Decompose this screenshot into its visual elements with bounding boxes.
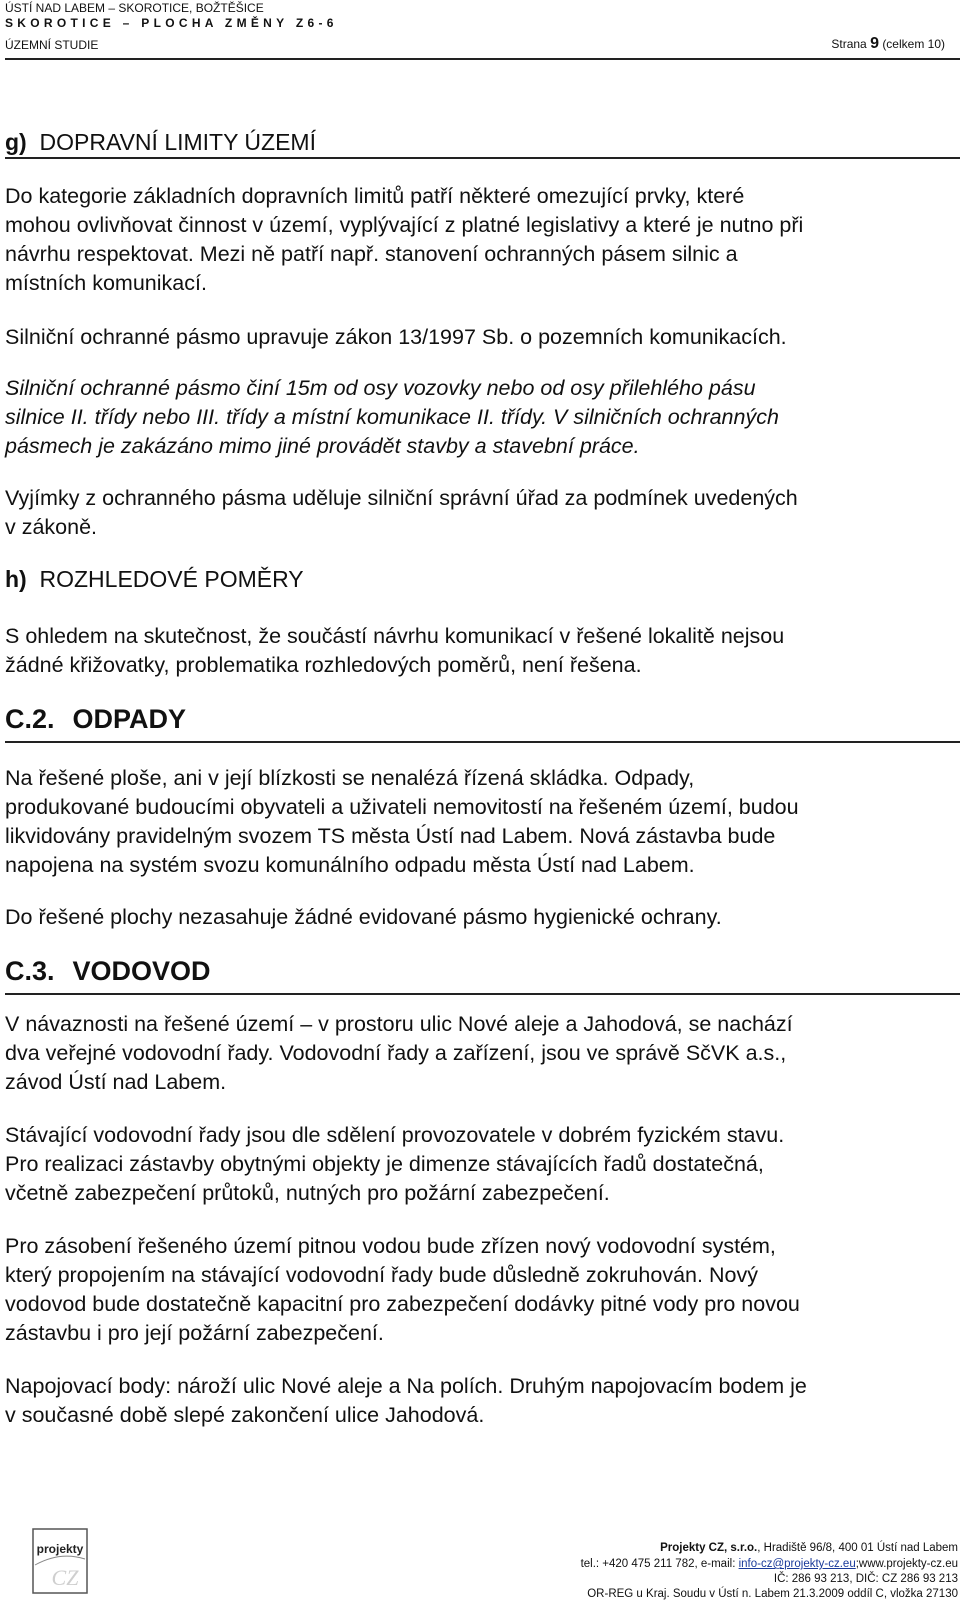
section-c2-p2	[5, 903, 722, 932]
header-rule	[5, 58, 960, 60]
text-line: Stávající vodovodní řady jsou dle sdělení provozovatele v dobrém fyzickém stavu.	[5, 1123, 785, 1147]
text-line: místních komunikací.	[5, 271, 207, 295]
text-line: V návaznosti na řešené území – v prostoru ulic Nové aleje a Jahodová, se nachází	[5, 1012, 793, 1036]
text-line: zástavbu i pro její požární zabezpečení.	[5, 1321, 384, 1345]
text-line: Pro realizaci zástavby obytnými objekty je dimenze stávajících řadů dostatečná,	[5, 1152, 764, 1176]
text-line: likvidovány pravidelným svozem TS města Ústí nad Labem. Nová zástavba bude	[5, 824, 776, 848]
footer-email-link[interactable]: info-cz@projekty-cz.eu	[738, 1558, 856, 1570]
text-line: v zákoně.	[5, 515, 98, 539]
logo-text-bottom: CZ	[51, 1565, 79, 1590]
header-document-type: ÚZEMNÍ STUDIE	[5, 38, 99, 52]
text-line: silnice II. třídy nebo III. třídy a místní komunikace II. třídy. V silničních ochranných	[5, 405, 779, 429]
text-line: pásmech je zakázáno mimo jiné provádět stavby a stavební práce.	[5, 434, 640, 458]
page-number: 9	[870, 35, 879, 52]
text-line: který propojením na stávající vodovodní řady bude důsledně zokruhován. Nový	[5, 1263, 758, 1287]
section-c3-rule	[5, 993, 960, 995]
footer-address: , Hradiště 96/8, 400 01 Ústí nad Labem	[757, 1542, 958, 1554]
text-line: Do kategorie základních dopravních limitů patří některé omezující prvky, které	[5, 184, 745, 208]
section-g-title: DOPRAVNÍ LIMITY ÚZEMÍ	[39, 129, 316, 155]
header-project-name: ÚSTÍ NAD LABEM – SKOROTICE, BOŽTĚŠICE	[5, 1, 264, 15]
footer-company: Projekty CZ, s.r.o.	[660, 1542, 758, 1554]
company-logo-icon	[32, 1525, 88, 1595]
header-subproject: SKOROTICE – PLOCHA ZMĚNY Z6-6	[5, 16, 338, 30]
section-g-p4	[5, 484, 798, 542]
text-line: dva veřejné vodovodní řady. Vodovodní řady a zařízení, jsou ve správě SčVK a.s.,	[5, 1041, 787, 1065]
page-total: (celkem 10)	[882, 37, 945, 51]
text-line: produkované budoucími obyvateli a uživateli nemovitostí na řešeném území, budou	[5, 795, 799, 819]
section-c3-number: C.3.	[5, 956, 55, 986]
text-line: závod Ústí nad Labem.	[5, 1070, 227, 1094]
section-c2-number: C.2.	[5, 704, 55, 734]
section-g-p3	[5, 374, 779, 461]
footer-company-line	[660, 1542, 958, 1555]
text-line: v současné době slepé zakončení ulice Jahodová.	[5, 1403, 485, 1427]
text-line: mohou ovlivňovat činnost v území, vyplývající z platné legislativy a které je nutno při	[5, 213, 804, 237]
section-g-p2	[5, 323, 787, 352]
section-c2-title: ODPADY	[72, 704, 187, 734]
section-h-letter: h)	[5, 566, 27, 592]
text-line: Napojovací body: nároží ulic Nové aleje a Na polích. Druhým napojovacím bodem je	[5, 1374, 807, 1398]
section-g-heading	[5, 128, 316, 156]
footer-contact-line	[581, 1558, 958, 1571]
text-line: vodovod bude dostatečně kapacitní pro zabezpečení dodávky pitné vody pro novou	[5, 1292, 800, 1316]
text-line: Na řešené ploše, ani v její blízkosti se nenalézá řízená skládka. Odpady,	[5, 766, 695, 790]
text-line: S ohledem na skutečnost, že součástí návrhu komunikací v řešené lokalitě nejsou	[5, 624, 785, 648]
footer-register: OR-REG u Kraj. Soudu v Ústí n. Labem 21.3.2009 oddíl C, vložka 27130	[587, 1588, 958, 1600]
section-c2-rule	[5, 741, 960, 743]
text-line: Vyjímky z ochranného pásma uděluje silniční správní úřad za podmínek uvedených	[5, 486, 798, 510]
section-g-p1	[5, 182, 803, 298]
section-c2-p1	[5, 764, 799, 880]
text-line: Pro zásobení řešeného území pitnou vodou bude zřízen nový vodovodní systém,	[5, 1234, 776, 1258]
page-indicator	[831, 36, 945, 52]
section-g-letter: g)	[5, 129, 27, 155]
text-line: žádné křižovatky, problematika rozhledových poměrů, není řešena.	[5, 653, 642, 677]
section-c3-heading	[5, 955, 211, 987]
text-line: Silniční ochranné pásmo upravuje zákon 13/1997 Sb. o pozemních komunikacích.	[5, 325, 787, 349]
page-prefix: Strana	[831, 37, 867, 51]
section-h-p1	[5, 622, 784, 680]
logo-text-top: projekty	[36, 1542, 84, 1556]
section-c3-p2	[5, 1121, 784, 1208]
text-line: Silniční ochranné pásmo činí 15m od osy vozovky nebo od osy přilehlého pásu	[5, 376, 756, 400]
section-c3-title: VODOVOD	[72, 956, 211, 986]
text-line: Do řešené plochy nezasahuje žádné evidované pásmo hygienické ochrany.	[5, 905, 722, 929]
text-line: včetně zabezpečení průtoků, nutných pro požární zabezpečení.	[5, 1181, 610, 1205]
section-c2-heading	[5, 703, 186, 735]
section-h-title: ROZHLEDOVÉ POMĚRY	[39, 566, 304, 592]
text-line: návrhu respektovat. Mezi ně patří např. stanovení ochranných pásem silnic a	[5, 242, 738, 266]
section-g-rule	[5, 157, 960, 159]
footer-ids: IČ: 286 93 213, DIČ: CZ 286 93 213	[773, 1573, 958, 1585]
section-c3-p1	[5, 1010, 793, 1097]
footer-tel: tel.: +420 475 211 782, e-mail:	[580, 1558, 739, 1570]
section-h-heading	[5, 565, 304, 593]
footer-web: ;www.projekty-cz.eu	[855, 1558, 958, 1570]
text-line: napojena na systém svozu komunálního odpadu města Ústí nad Labem.	[5, 853, 695, 877]
section-c3-p4	[5, 1372, 807, 1430]
section-c3-p3	[5, 1232, 800, 1348]
